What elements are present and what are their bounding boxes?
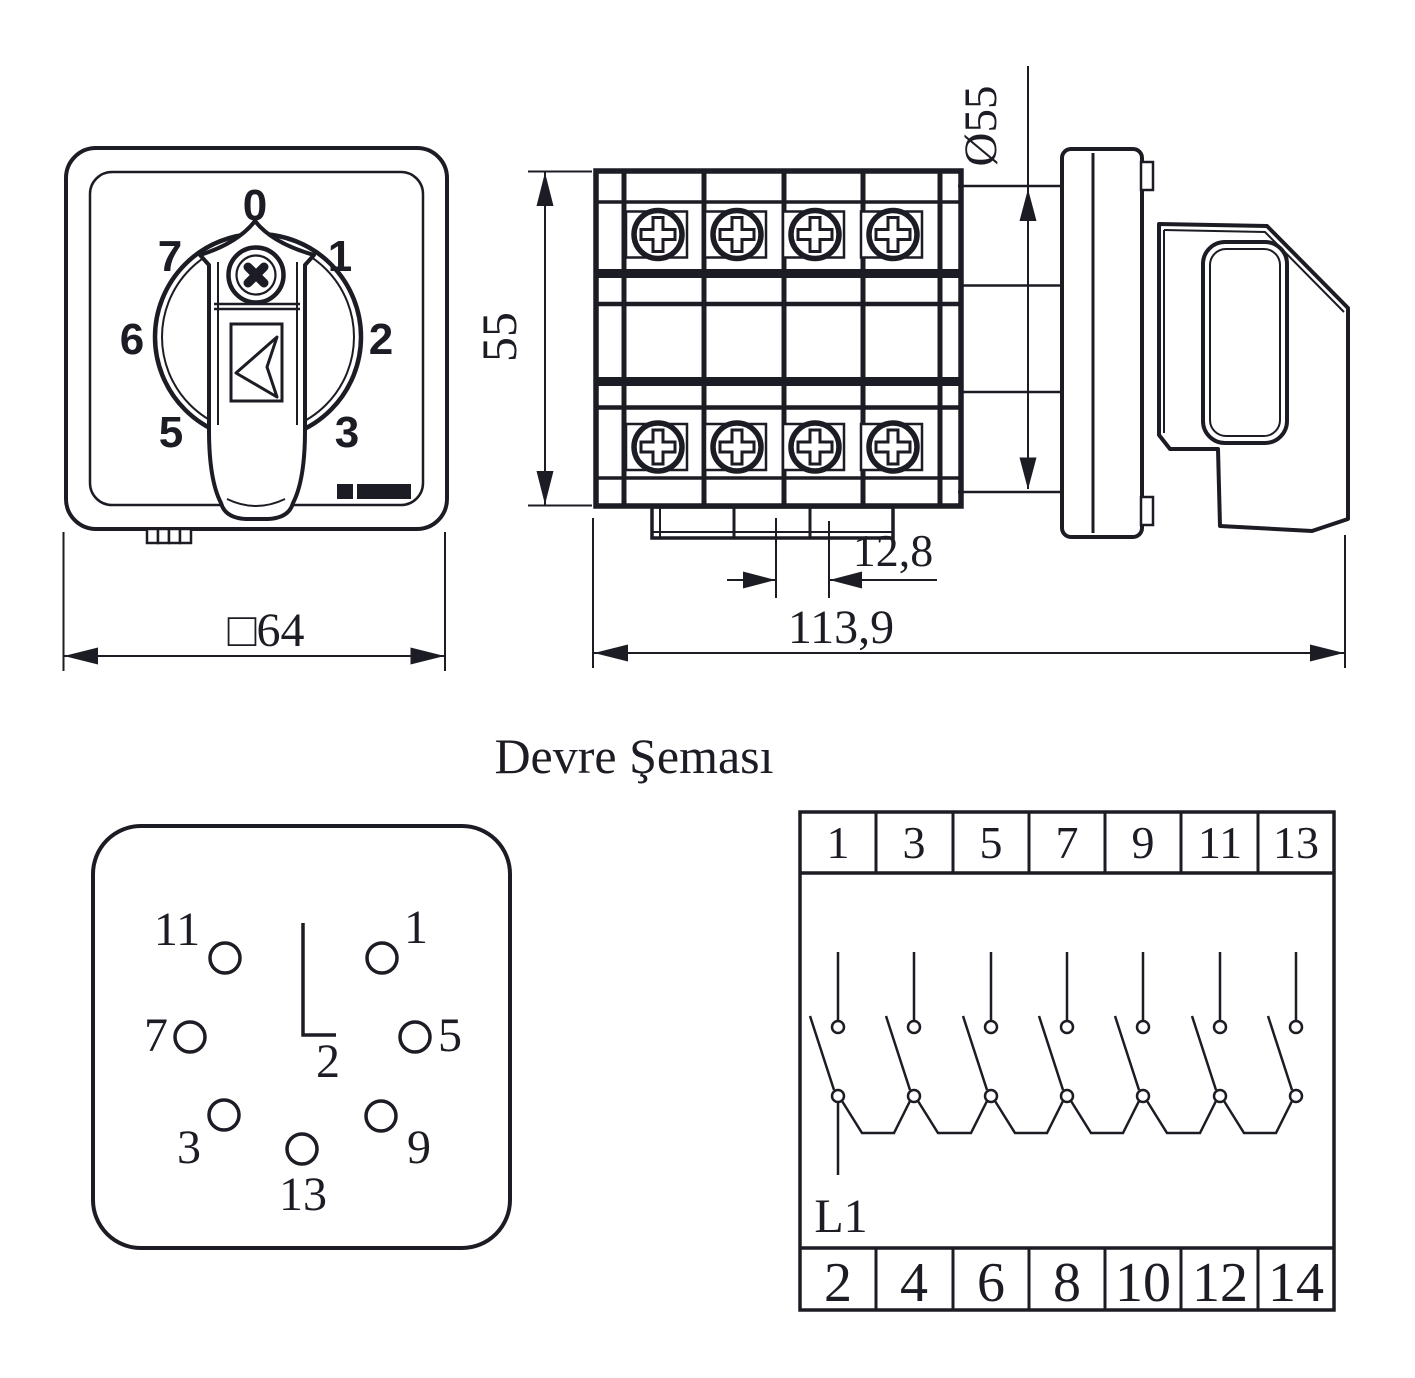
screw-icon [705,423,766,471]
flange-body [1062,149,1142,537]
pole-blade [1039,1016,1063,1090]
terminal-label: 10 [1115,1252,1171,1314]
dimension-width-64 [64,532,446,671]
flange-plate [1062,149,1153,537]
bottom-terminal-labels [824,1252,1324,1314]
contact-label-3: 3 [177,1121,201,1174]
contact-point-7 [175,1022,205,1052]
terminal-label: 7 [1055,817,1079,868]
arrowhead [743,572,776,589]
contact-label-13: 13 [279,1168,327,1221]
screw-icon [861,211,922,259]
dimension-depth-12-8 [727,518,937,598]
position-pointer [303,923,336,1035]
bus-link [842,1101,910,1133]
screw-icon [783,423,844,471]
tooth [169,529,180,543]
tooth [147,529,158,543]
pole-blade [963,1016,987,1090]
pole-pivot [1061,1090,1073,1102]
position-label-2: 2 [368,315,394,364]
pole-pivot [1137,1090,1149,1102]
screw-icon [626,211,687,259]
brand-logo [337,484,411,499]
handle-side-profile [1159,224,1348,531]
pointer-position-label: 2 [316,1035,340,1088]
arrowhead [411,648,445,665]
contact-label-11: 11 [153,903,201,956]
contact-point-3 [209,1100,239,1130]
bus-link [1147,1101,1216,1133]
dimension-length-113-9 [593,518,1345,668]
contact-point-9 [366,1101,396,1131]
arrowhead [1310,645,1344,662]
switch-poles [810,952,1302,1102]
pole-pivot [985,1090,997,1102]
pole-contact [1137,1021,1149,1033]
contact-point-11 [210,943,240,973]
position-label-0: 0 [242,181,268,230]
tooth [158,529,169,543]
pole-blade [810,1016,834,1090]
pole-blade [886,1016,910,1090]
pole-blade [1192,1016,1216,1090]
switch-pole [1268,952,1302,1102]
switch-pole [1115,952,1149,1102]
dimension-label: 113,9 [787,601,895,654]
shaft-lines [958,186,1062,492]
switch-pole [886,952,920,1102]
position-label-6: 6 [119,315,145,364]
terminal-label: 2 [824,1252,852,1314]
position-label-5: 5 [158,408,184,457]
position-label-3: 3 [334,408,360,457]
pole-pivot [1290,1090,1302,1102]
handle-grip-cutout [1203,242,1287,443]
contact-point-13 [287,1134,317,1164]
contact-label-5: 5 [438,1009,462,1062]
contact-label-1: 1 [404,901,428,954]
position-label-7: 7 [157,232,183,281]
terminal-label: 14 [1268,1252,1324,1314]
arrowhead [1020,458,1037,490]
switch-pole [1192,952,1226,1102]
terminal-label: 4 [900,1252,928,1314]
terminal-cell-dividers [876,812,1258,1310]
terminal-screws [626,211,922,472]
terminal-label: 5 [979,817,1003,868]
front-view [64,148,448,671]
switch-pole [963,952,997,1102]
arrowhead [1020,189,1037,221]
layer-band [596,269,961,278]
pole-pivot [832,1090,844,1102]
page-title: Devre Şeması [494,728,774,784]
contact-label-9: 9 [407,1121,431,1174]
dimension-label: □64 [227,604,305,657]
terminal-label: 6 [977,1252,1005,1314]
screw-icon [783,211,844,259]
flange-tab [1141,162,1153,190]
dimension-label: Ø55 [955,85,1007,167]
pole-contact [1061,1021,1073,1033]
circuit-diagram [800,812,1334,1314]
pole-blade [1115,1016,1139,1090]
common-bus-links [842,1101,1292,1133]
terminal-label: 13 [1273,817,1319,868]
dimension-label: 55 [471,312,527,362]
pole-contact [832,1021,844,1033]
pole-contact [1214,1021,1226,1033]
screw-icon [705,211,766,259]
bus-link [1224,1101,1292,1133]
terminal-label: 8 [1053,1252,1081,1314]
side-view [471,66,1348,668]
pole-pivot [1214,1090,1226,1102]
pole-contact [908,1021,920,1033]
arrowhead [594,645,628,662]
tooth [180,529,191,543]
screw-cross-icon [248,267,264,283]
terminal-label: 9 [1131,817,1155,868]
brand-logo-text-block [357,484,411,499]
flange-tab [1141,497,1153,525]
terminal-label: 11 [1197,817,1243,868]
dimension-label: 12,8 [852,525,934,576]
circuit-outline [800,812,1334,1310]
switch-pole [810,952,844,1102]
terminal-label: 1 [826,817,850,868]
bus-link [995,1101,1063,1133]
panel-mounting-teeth [147,529,191,543]
pole-pivot [908,1090,920,1102]
dimension-height-55 [471,172,592,506]
brand-logo-mark [337,484,353,499]
pole-contact [985,1021,997,1033]
screw-icon [861,423,922,471]
dimension-diameter-55 [955,66,1037,490]
switch-pole [1039,952,1073,1102]
screw-icon [626,423,687,471]
contact-label-7: 7 [144,1009,168,1062]
pole-blade [1268,1016,1292,1090]
layer-band [596,377,961,386]
arrowhead [537,173,554,207]
arrowhead [64,648,98,665]
phase-label: L1 [814,1190,868,1243]
contact-point-1 [367,943,397,973]
top-terminal-labels [827,817,1320,868]
bus-link [1071,1101,1139,1133]
bus-link [918,1101,987,1133]
contact-point-5 [400,1022,430,1052]
arrowhead [537,471,554,505]
position-label-1: 1 [327,232,353,281]
terminal-label: 3 [902,817,926,868]
terminal-label: 12 [1192,1252,1248,1314]
pole-contact [1290,1021,1302,1033]
contact-face-diagram [93,826,510,1248]
